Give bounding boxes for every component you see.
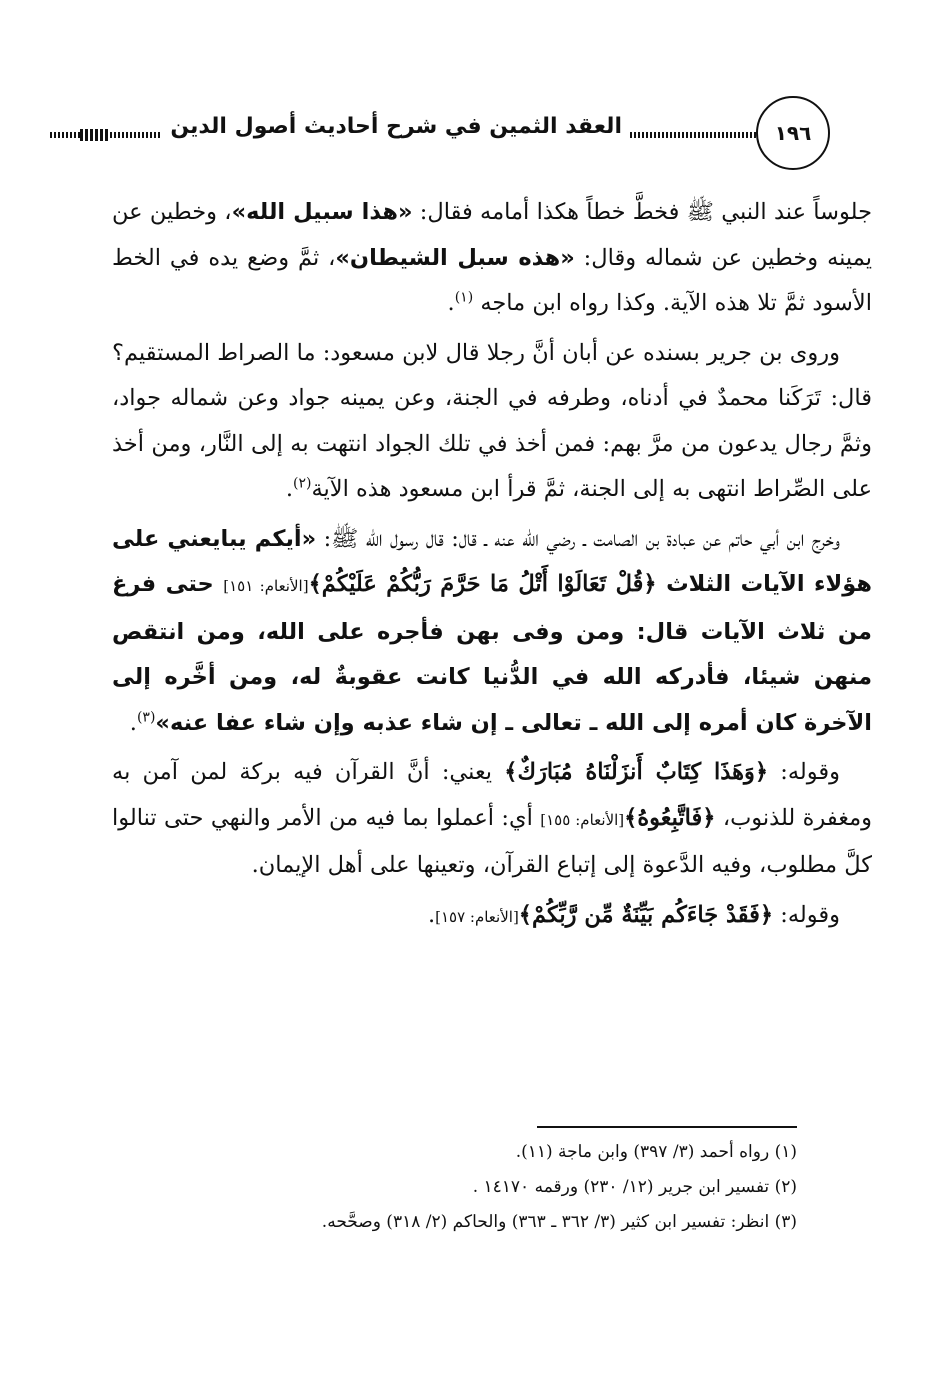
hadith-quote: «أيكم يبايعني على هؤلاء الآيات الثلاث xyxy=(112,525,872,597)
footnote-3: (٣) انظر: تفسير ابن كثير (٣/ ٣٦٢ ـ ٣٦٣) والحاكم (٢/ ٣١٨) وصحَّحه. xyxy=(321,1212,797,1232)
page-header xyxy=(40,96,830,170)
text-run: ، وخطين عن يمينه وخطين عن شماله وقال: xyxy=(112,199,872,271)
text-run: جلوساً عند النبي ﷺ فخطَّ خطاً هكذا أمامه فقال: xyxy=(412,199,872,225)
text-run: . xyxy=(447,290,455,316)
main-text xyxy=(112,190,872,944)
quran-verse: ﴿فَاتَّبِعُوهُ﴾ xyxy=(624,804,716,831)
paragraph-3 xyxy=(112,517,872,747)
text-run: . xyxy=(129,709,137,736)
footnote-1: (١) رواه أحمد (٣/ ٣٩٧) وابن ماجة (١١). xyxy=(515,1142,797,1162)
footnote-marker: (٢) xyxy=(292,475,312,492)
hadith-quote: «هذا سبيل الله» xyxy=(231,199,413,225)
hadith-quote: حتى فرغ من ثلاث الآيات قال: ومن وفى بهن فأجره على الله، ومن انتقص منهن شيئا، فأدركه الله في الدُّنيا كانت عقوبةٌ له، ومن أخَّره إلى الآخرة كان أمره إلى الله ـ تعالى ـ إن شاء عذبه وإن شاء عفا عنه» xyxy=(112,571,872,736)
paragraph-5 xyxy=(112,893,872,941)
text-run: . xyxy=(285,476,293,502)
text-run: ، ثمَّ وضع يده في الخط الأسود ثمَّ تلا هذه الآية. وكذا رواه ابن ماجه xyxy=(112,244,872,316)
footnote-marker: (١) xyxy=(454,289,474,306)
verse-reference: [الأنعام: ١٥١] xyxy=(223,577,309,595)
text-run: يعني: أنَّ القرآن فيه بركة لمن آمن به ومغفرة للذنوب، xyxy=(112,759,872,831)
page-number: ١٩٦ xyxy=(756,96,830,170)
verse-reference: [الأنعام: ١٥٧] xyxy=(435,907,519,926)
text-run: . xyxy=(427,901,436,928)
paragraph-2 xyxy=(112,331,872,513)
quran-verse: ﴿قُلْ تَعَالَوْا أَتْلُ مَا حَرَّمَ رَبُّكُمْ عَلَيْكُمْ﴾ xyxy=(308,571,667,597)
verse-reference: [الأنعام: ١٥٥] xyxy=(540,810,625,829)
text-run: وروى بن جرير بسنده عن أبان أنَّ رجلا قال لابن مسعود: ما الصراط المستقيم؟ قال: تَرَكَنا محمدٌ في أدناه، وطرفه في الجنة، وعن يمينه جواد وعن شماله جواد، وثمَّ رجال يدعون من مرَّ بهم: فمن أخذ في تلك الجواد انتهت به إلى النَّار، ومن أخذ على الصِّراط انتهى به إلى الجنة، ثمَّ قرأ ابن مسعود هذه الآية xyxy=(112,339,872,502)
paragraph-1 xyxy=(112,190,872,327)
footnote-marker: (٣) xyxy=(136,709,156,725)
text-run: وقوله: xyxy=(773,901,840,928)
running-title: العقد الثمين في شرح أحاديث أصول الدين xyxy=(162,114,630,139)
header-ornament xyxy=(80,129,110,141)
footnote-2: (٢) تفسير ابن جرير (١٢/ ٢٣٠) ورقمه ١٤١٧٠ . xyxy=(472,1177,797,1197)
footnote-divider xyxy=(537,1126,797,1128)
hadith-quote: «هذه سبل الشيطان» xyxy=(335,244,575,271)
paragraph-4 xyxy=(112,750,872,889)
quran-verse: ﴿فَقَدْ جَاءَكُم بَيِّنَةٌ مِّن رَّبِّكُمْ﴾ xyxy=(518,901,774,928)
text-run: أي: أعملوا بما فيه من الأمر والنهي حتى تنالوا كلَّ مطلوب، وفيه الدَّعوة إلى إتباع القرآن، وتعينها على أهل الإيمان. xyxy=(112,804,872,878)
quran-verse: ﴿وَهَذَا كِتَابٌ أَنزَلْنَاهُ مُبَارَكٌ﴾ xyxy=(504,759,769,785)
footnotes xyxy=(117,1135,797,1240)
text-run: وقوله: xyxy=(768,759,840,785)
text-run: وخرج ابن أبي حاتم عن عبادة بن الصامت ـ رضي الله عنه ـ قال: قال رسول الله ﷺ: xyxy=(316,525,840,552)
